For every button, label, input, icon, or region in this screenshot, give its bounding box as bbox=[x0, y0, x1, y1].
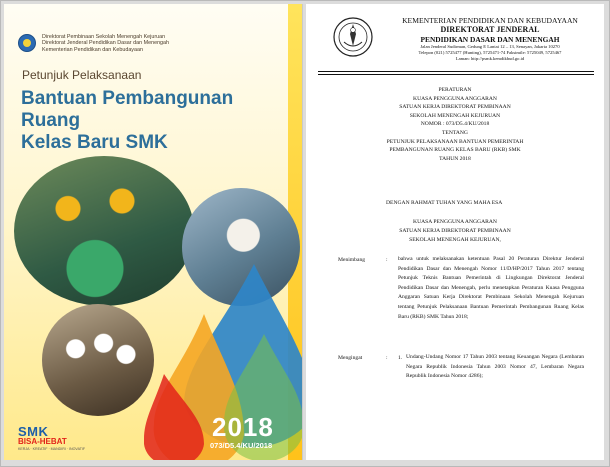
kpa-line-2: SATUAN KERJA DIREKTORAT PEMBINAAN bbox=[399, 228, 511, 234]
heading-line-9: TAHUN 2018 bbox=[439, 155, 471, 162]
cover-subtitle: Petunjuk Pelaksanaan bbox=[22, 68, 142, 82]
cover-title bbox=[21, 88, 291, 154]
heading-line-3: SATUAN KERJA DIREKTORAT PEMBINAAN bbox=[399, 104, 511, 111]
letterhead-website: Laman: http://psmk.kemdikbud.go.id bbox=[455, 55, 525, 61]
heading-line-7: PETUNJUK PELAKSANAAN BANTUAN PEMERINTAH bbox=[386, 138, 524, 145]
cover-title-line-2: Kelas Baru SMK bbox=[21, 132, 168, 153]
tut-wuri-handayani-seal-icon bbox=[332, 16, 374, 58]
heading-line-4: SEKOLAH MENENGAH KEJURUAN bbox=[409, 112, 501, 119]
smk-logo-slogan: BISA-HEBAT bbox=[18, 437, 67, 446]
smk-logo-tagline: KERJA · KREATIF · MANDIRI · INOVATIF bbox=[18, 447, 86, 451]
letterhead-address: Jalan Jenderal Sudirman, Gedung E Lantai 12 – 13, Senayan, Jakarta 10270 bbox=[420, 43, 560, 49]
ministry-line-1: Direktorat Pembinaan Sekolah Menengah Kejuruan bbox=[42, 34, 166, 40]
mengingat-label: Mengingat bbox=[338, 355, 363, 361]
ministry-line-2: Direktorat Jenderal Pendidikan Dasar dan Menengah bbox=[42, 40, 170, 47]
letterhead-division: PENDIDIKAN DASAR DAN MENENGAH bbox=[420, 34, 560, 44]
letterhead bbox=[381, 16, 599, 62]
letterhead-phone: Telepon (021) 5725477 (Hunting), 5725471-74 Faksimile: 5725049, 5725467 bbox=[418, 49, 562, 55]
photo-culinary-students bbox=[42, 304, 154, 416]
regulation-heading bbox=[306, 86, 604, 163]
mengingat-item-number: 1. bbox=[398, 355, 403, 361]
menimbang-colon: : bbox=[386, 257, 388, 263]
ministry-line-3: Kementerian Pendidikan dan Kebudayaan bbox=[42, 46, 144, 53]
letterhead-rule-thin bbox=[318, 74, 594, 75]
rahmat-line: DENGAN RAHMAT TUHAN YANG MAHA ESA bbox=[386, 200, 503, 206]
kpa-block bbox=[306, 218, 604, 245]
heading-line-1: PERATURAN bbox=[438, 87, 472, 93]
heading-line-2: KUASA PENGGUNA ANGGARAN bbox=[413, 95, 497, 102]
cover-page bbox=[4, 4, 303, 460]
smk-bisa-hebat-logo bbox=[18, 424, 85, 451]
menimbang-label: Menimbang bbox=[338, 257, 366, 263]
kpa-line-3: SEKOLAH MENENGAH KEJURUAN, bbox=[409, 237, 501, 243]
cover-ministry-header bbox=[18, 34, 169, 53]
cover-year: 2018 bbox=[212, 412, 274, 442]
heading-line-6: TENTANG bbox=[442, 129, 468, 136]
heading-line-8: PEMBANGUNAN RUANG KELAS BARU (RKB) SMK bbox=[389, 147, 521, 154]
cover-doc-number: 073/D5.4/KU/2018 bbox=[210, 441, 273, 450]
cover-title-line-1: Bantuan Pembangunan Ruang bbox=[21, 88, 234, 131]
letterhead-directorate: DIREKTORAT JENDERAL bbox=[440, 25, 540, 34]
kpa-line-1: KUASA PENGGUNA ANGGARAN bbox=[413, 219, 497, 225]
heading-line-5: NOMOR : 073/D5.4/KU/2018 bbox=[420, 121, 490, 128]
mengingat-colon: : bbox=[386, 355, 388, 361]
smk-logo-text: SMK bbox=[18, 424, 49, 439]
regulation-page bbox=[306, 4, 604, 460]
mengingat-item-text: Undang-Undang Nomor 17 Tahun 2003 tentang Keuangan Negara (Lembaran Negara Republik Indonesia Tahun 2003 Nomor 47, Lembaran Negara Republik Indonesia Nomor 4286); bbox=[406, 354, 584, 380]
kemdikbud-logo-icon bbox=[18, 34, 36, 52]
letterhead-ministry: KEMENTERIAN PENDIDIKAN DAN KEBUDAYAAN bbox=[402, 16, 578, 25]
letterhead-rule-thick bbox=[318, 71, 594, 72]
menimbang-text: bahwa untuk melaksanakan ketentuan Pasal 20 Peraturan Direktur Jenderal Pendidikan Dasar dan Menengah Nomor 11/D/HP/2017 Tahun 2017 tentang Petunjuk Teknis Bantuan Pemerintah di Lingkungan Direktorat Jenderal Pendidikan Dasar dan Menengah, perlu menetapkan Peraturan Kuasa Pengguna Anggaran Satuan Kerja Direktorat Pembinaan Sekolah Menengah Kejuruan tentang Petunjuk Pelaksanaan Bantuan Pemerintah Pembangunan Ruang Kelas Baru (RKB) SMK Tahun 2018; bbox=[398, 256, 584, 320]
